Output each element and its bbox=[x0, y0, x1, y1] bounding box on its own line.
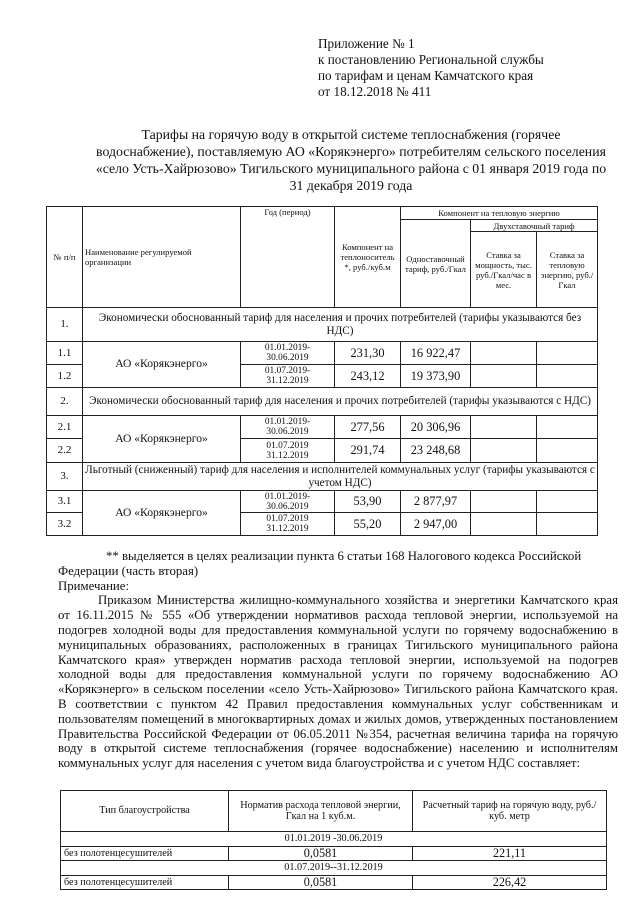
period-to: 30.06.2019 bbox=[266, 427, 309, 437]
energy-rate-value bbox=[537, 491, 598, 513]
row-num: 1.1 bbox=[47, 342, 83, 365]
section-num: 2. bbox=[47, 388, 83, 416]
improvement-type: без полотенцесушителей bbox=[61, 846, 229, 861]
period-to: 31.12.2019 bbox=[266, 450, 309, 461]
carrier-value: 291,74 bbox=[335, 439, 401, 463]
org-name: АО «Корякэнерго» bbox=[83, 416, 241, 463]
period-cell bbox=[241, 416, 335, 439]
org-name: АО «Корякэнерго» bbox=[83, 491, 241, 536]
norm-value: 0,0581 bbox=[229, 875, 413, 890]
period-cell bbox=[241, 513, 335, 536]
section-title: Льготный (сниженный) тариф для населения и исполнителей коммунальных услуг (тарифы указываются с учетом НДС) bbox=[83, 463, 598, 491]
footnote: ** выделяется в целях реализации пункта 6 статьи 168 Налогового кодекса Российской Федерации (часть вторая) bbox=[58, 549, 582, 578]
energy-rate-value bbox=[537, 416, 598, 439]
notes-block bbox=[58, 549, 618, 771]
improvement-type: без полотенцесушителей bbox=[61, 875, 229, 890]
header-org: Наименование регулируемой организации bbox=[83, 207, 241, 308]
single-rate-value: 16 922,47 bbox=[401, 342, 471, 365]
note-paragraph: Приказом Министерства жилищно-коммунального хозяйства и энергетики Камчатского края от 16.11.2015 № 555 «Об утверждении нормативов расхода тепловой энергии, используемой на подогрев холодной воды для предоставления коммунальной услуги по горячему водоснабжению в муниципальных образованиях, расположенных в границах Тигильского муниципального района Камчатского края» утвержден норматив расхода тепловой энергии, используемой на подогрев холодной воды для предоставления коммунальной услуги по горячему водоснабжению АО «Корякэнерго» в сельском поселении «село Усть-Хайрюзово» Тигильского района Камчатского края. В соответствии с пунктом 42 Правил предоставления коммунальных услуг собственникам и пользователям помещений в многоквартирных домах и жилых домов, утвержденных постановлением Правительства Российской Федерации от 06.05.2011 №354, расчетная величина тарифа на горячую воду в открытой системе теплоснабжения (горячее водоснабжение) населению и исполнителям коммунальных услуг для населения с учетом вида благоустройства и с учетом НДС составляет: bbox=[58, 593, 618, 771]
document-title: Тарифы на горячую воду в открытой системе теплоснабжения (горячее водоснабжение), поставляемую АО «Корякэнерго» потребителям сельского поселения «село Усть-Хайрюзово» Тигильского муниципального района с 01 января 2019 года по 31 декабря 2019 года bbox=[95, 127, 607, 193]
header-single-rate: Одноставочный тариф, руб./Гкал bbox=[401, 220, 471, 308]
appendix-line: по тарифам и ценам Камчатского края bbox=[318, 68, 534, 83]
period-to: 31.12.2019 bbox=[266, 524, 309, 534]
section-num: 3. bbox=[47, 463, 83, 491]
header-num: № п/п bbox=[47, 207, 83, 308]
energy-rate-value bbox=[537, 342, 598, 365]
header-heat-carrier: Компонент на теплоноситель *, руб./куб.м bbox=[335, 207, 401, 308]
carrier-value: 55,20 bbox=[335, 513, 401, 536]
power-rate-value bbox=[471, 439, 537, 463]
header-tariff: Расчетный тариф на горячую воду, руб./куб. метр bbox=[413, 791, 607, 832]
carrier-value: 231,30 bbox=[335, 342, 401, 365]
period-to: 31.12.2019 bbox=[266, 376, 309, 386]
header-energy-rate: Ставка за тепловую энергию, руб./Гкал bbox=[537, 232, 598, 308]
appendix-line: к постановлению Региональной службы bbox=[318, 52, 544, 67]
section-title: Экономически обоснованный тариф для населения и прочих потребителей (тарифы указываются без НДС) bbox=[83, 308, 598, 342]
period-cell bbox=[241, 342, 335, 365]
header-period: Год (период) bbox=[241, 207, 335, 308]
row-num: 3.2 bbox=[47, 513, 83, 536]
row-num: 1.2 bbox=[47, 365, 83, 388]
period-label: 01.07.2019--31.12.2019 bbox=[61, 861, 607, 876]
single-rate-value: 23 248,68 bbox=[401, 439, 471, 463]
row-num: 2.2 bbox=[47, 439, 83, 463]
appendix-header bbox=[318, 36, 544, 100]
energy-rate-value bbox=[537, 365, 598, 388]
period-from: 01.01.2019- bbox=[264, 491, 311, 502]
energy-rate-value bbox=[537, 439, 598, 463]
power-rate-value bbox=[471, 513, 537, 536]
carrier-value: 277,56 bbox=[335, 416, 401, 439]
org-name: АО «Корякэнерго» bbox=[83, 342, 241, 388]
period-cell bbox=[241, 491, 335, 513]
period-from: 01.07.2019- bbox=[264, 366, 311, 376]
row-num: 3.1 bbox=[47, 491, 83, 513]
power-rate-value bbox=[471, 365, 537, 388]
single-rate-value: 2 877,97 bbox=[401, 491, 471, 513]
period-cell bbox=[241, 365, 335, 388]
header-norm: Норматив расхода тепловой энергии, Гкал на 1 куб.м. bbox=[229, 791, 413, 832]
note-label: Примечание: bbox=[58, 578, 129, 593]
single-rate-value: 2 947,00 bbox=[401, 513, 471, 536]
period-from: 01.01.2019- bbox=[264, 417, 311, 427]
norm-value: 0,0581 bbox=[229, 846, 413, 861]
header-type: Тип благоустройства bbox=[61, 791, 229, 832]
period-from: 01.01.2019- bbox=[264, 343, 311, 353]
carrier-value: 243,12 bbox=[335, 365, 401, 388]
power-rate-value bbox=[471, 491, 537, 513]
row-num: 2.1 bbox=[47, 416, 83, 439]
tariff-table bbox=[46, 206, 598, 536]
calculated-tariff-table bbox=[60, 790, 607, 890]
energy-rate-value bbox=[537, 513, 598, 536]
section-num: 1. bbox=[47, 308, 83, 342]
period-to: 30.06.2019 bbox=[266, 353, 309, 363]
single-rate-value: 19 373,90 bbox=[401, 365, 471, 388]
tariff-value: 226,42 bbox=[413, 875, 607, 890]
header-two-rate: Двухставочный тариф bbox=[471, 220, 598, 232]
period-label: 01.01.2019 -30.06.2019 bbox=[61, 832, 607, 847]
section-title: Экономически обоснованный тариф для населения и прочих потребителей (тарифы указываются с НДС) bbox=[83, 388, 598, 416]
single-rate-value: 20 306,96 bbox=[401, 416, 471, 439]
appendix-line: Приложение № 1 bbox=[318, 36, 415, 51]
power-rate-value bbox=[471, 342, 537, 365]
period-cell bbox=[241, 439, 335, 463]
carrier-value: 53,90 bbox=[335, 491, 401, 513]
tariff-value: 221,11 bbox=[413, 846, 607, 861]
period-from: 01.07.2019 bbox=[266, 440, 309, 451]
header-power-rate: Ставка за мощность, тыс. руб./Гкал/час в мес. bbox=[471, 232, 537, 308]
period-from: 01.07.2019 bbox=[266, 514, 309, 524]
appendix-line: от 18.12.2018 № 411 bbox=[318, 84, 432, 99]
power-rate-value bbox=[471, 416, 537, 439]
header-heat-energy: Компонент на тепловую энергию bbox=[401, 207, 598, 220]
period-to: 30.06.2019 bbox=[266, 501, 309, 512]
